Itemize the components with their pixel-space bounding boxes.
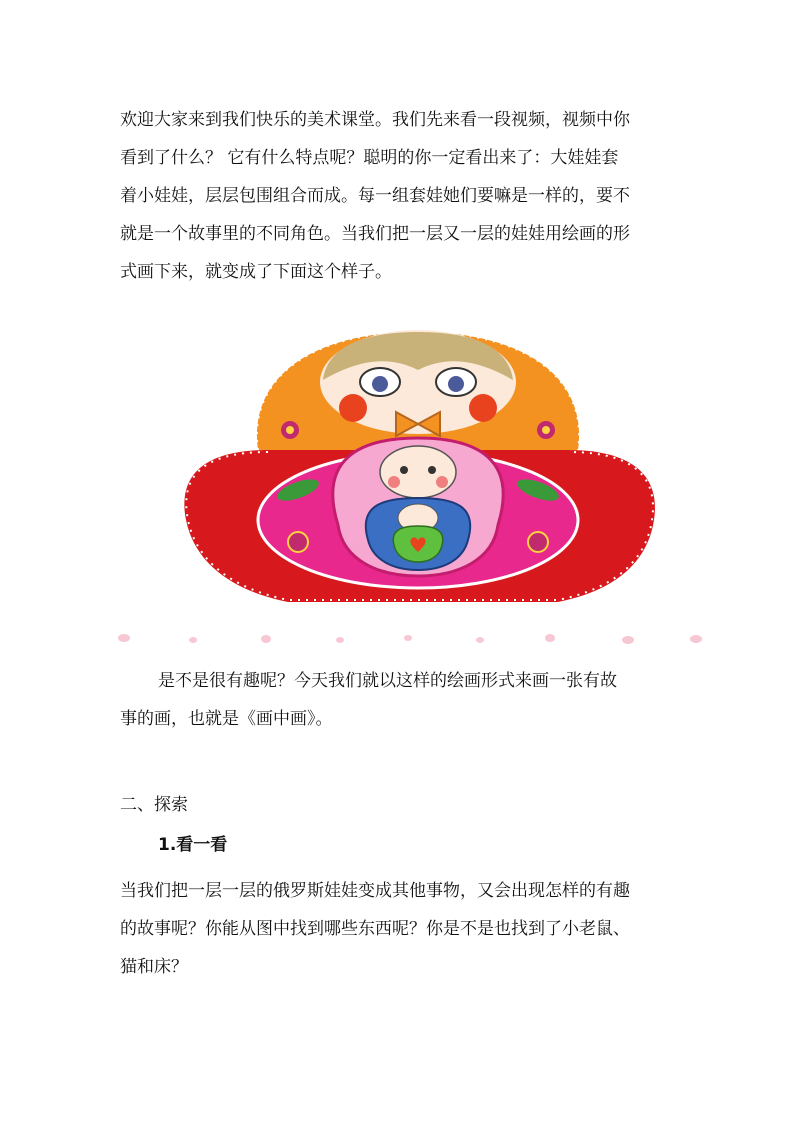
outer-doll-cheek xyxy=(339,394,367,422)
explore-line: 猫和床？ xyxy=(120,957,188,977)
explore-paragraph xyxy=(120,872,690,986)
intro-line: 着小娃娃，层层包围组合而成。每一组套娃她们要嘛是一样的，要不 xyxy=(120,186,630,206)
explore-line: 的故事呢？你能从图中找到哪些东西呢？你是不是也找到了小老鼠、 xyxy=(120,919,630,939)
intro-line: 式画下来，就变成了下面这个样子。 xyxy=(120,262,392,282)
after-image-line: 是不是很有趣呢？今天我们就以这样的绘画形式来画一张有故 xyxy=(158,671,617,691)
matryoshka-illustration xyxy=(118,320,718,660)
intro-line: 就是一个故事里的不同角色。当我们把一层又一层的娃娃用绘画的形 xyxy=(120,224,630,244)
middle-doll-face xyxy=(380,446,456,498)
intro-paragraph xyxy=(120,101,690,291)
after-image-line: 事的画，也就是《画中画》。 xyxy=(120,709,333,729)
outer-doll-cheek xyxy=(469,394,497,422)
sub-heading: 1.看一看 xyxy=(158,835,228,855)
explore-line: 当我们把一层一层的俄罗斯娃娃变成其他事物，又会出现怎样的有趣 xyxy=(120,881,630,901)
intro-line: 看到了什么？ 它有什么特点呢？聪明的你一定看出来了：大娃娃套 xyxy=(120,148,619,168)
after-image-paragraph xyxy=(120,662,690,738)
section-heading: 二、探索 xyxy=(120,795,188,815)
intro-line: 欢迎大家来到我们快乐的美术课堂。我们先来看一段视频，视频中你 xyxy=(120,110,630,130)
petal-divider xyxy=(118,634,702,644)
